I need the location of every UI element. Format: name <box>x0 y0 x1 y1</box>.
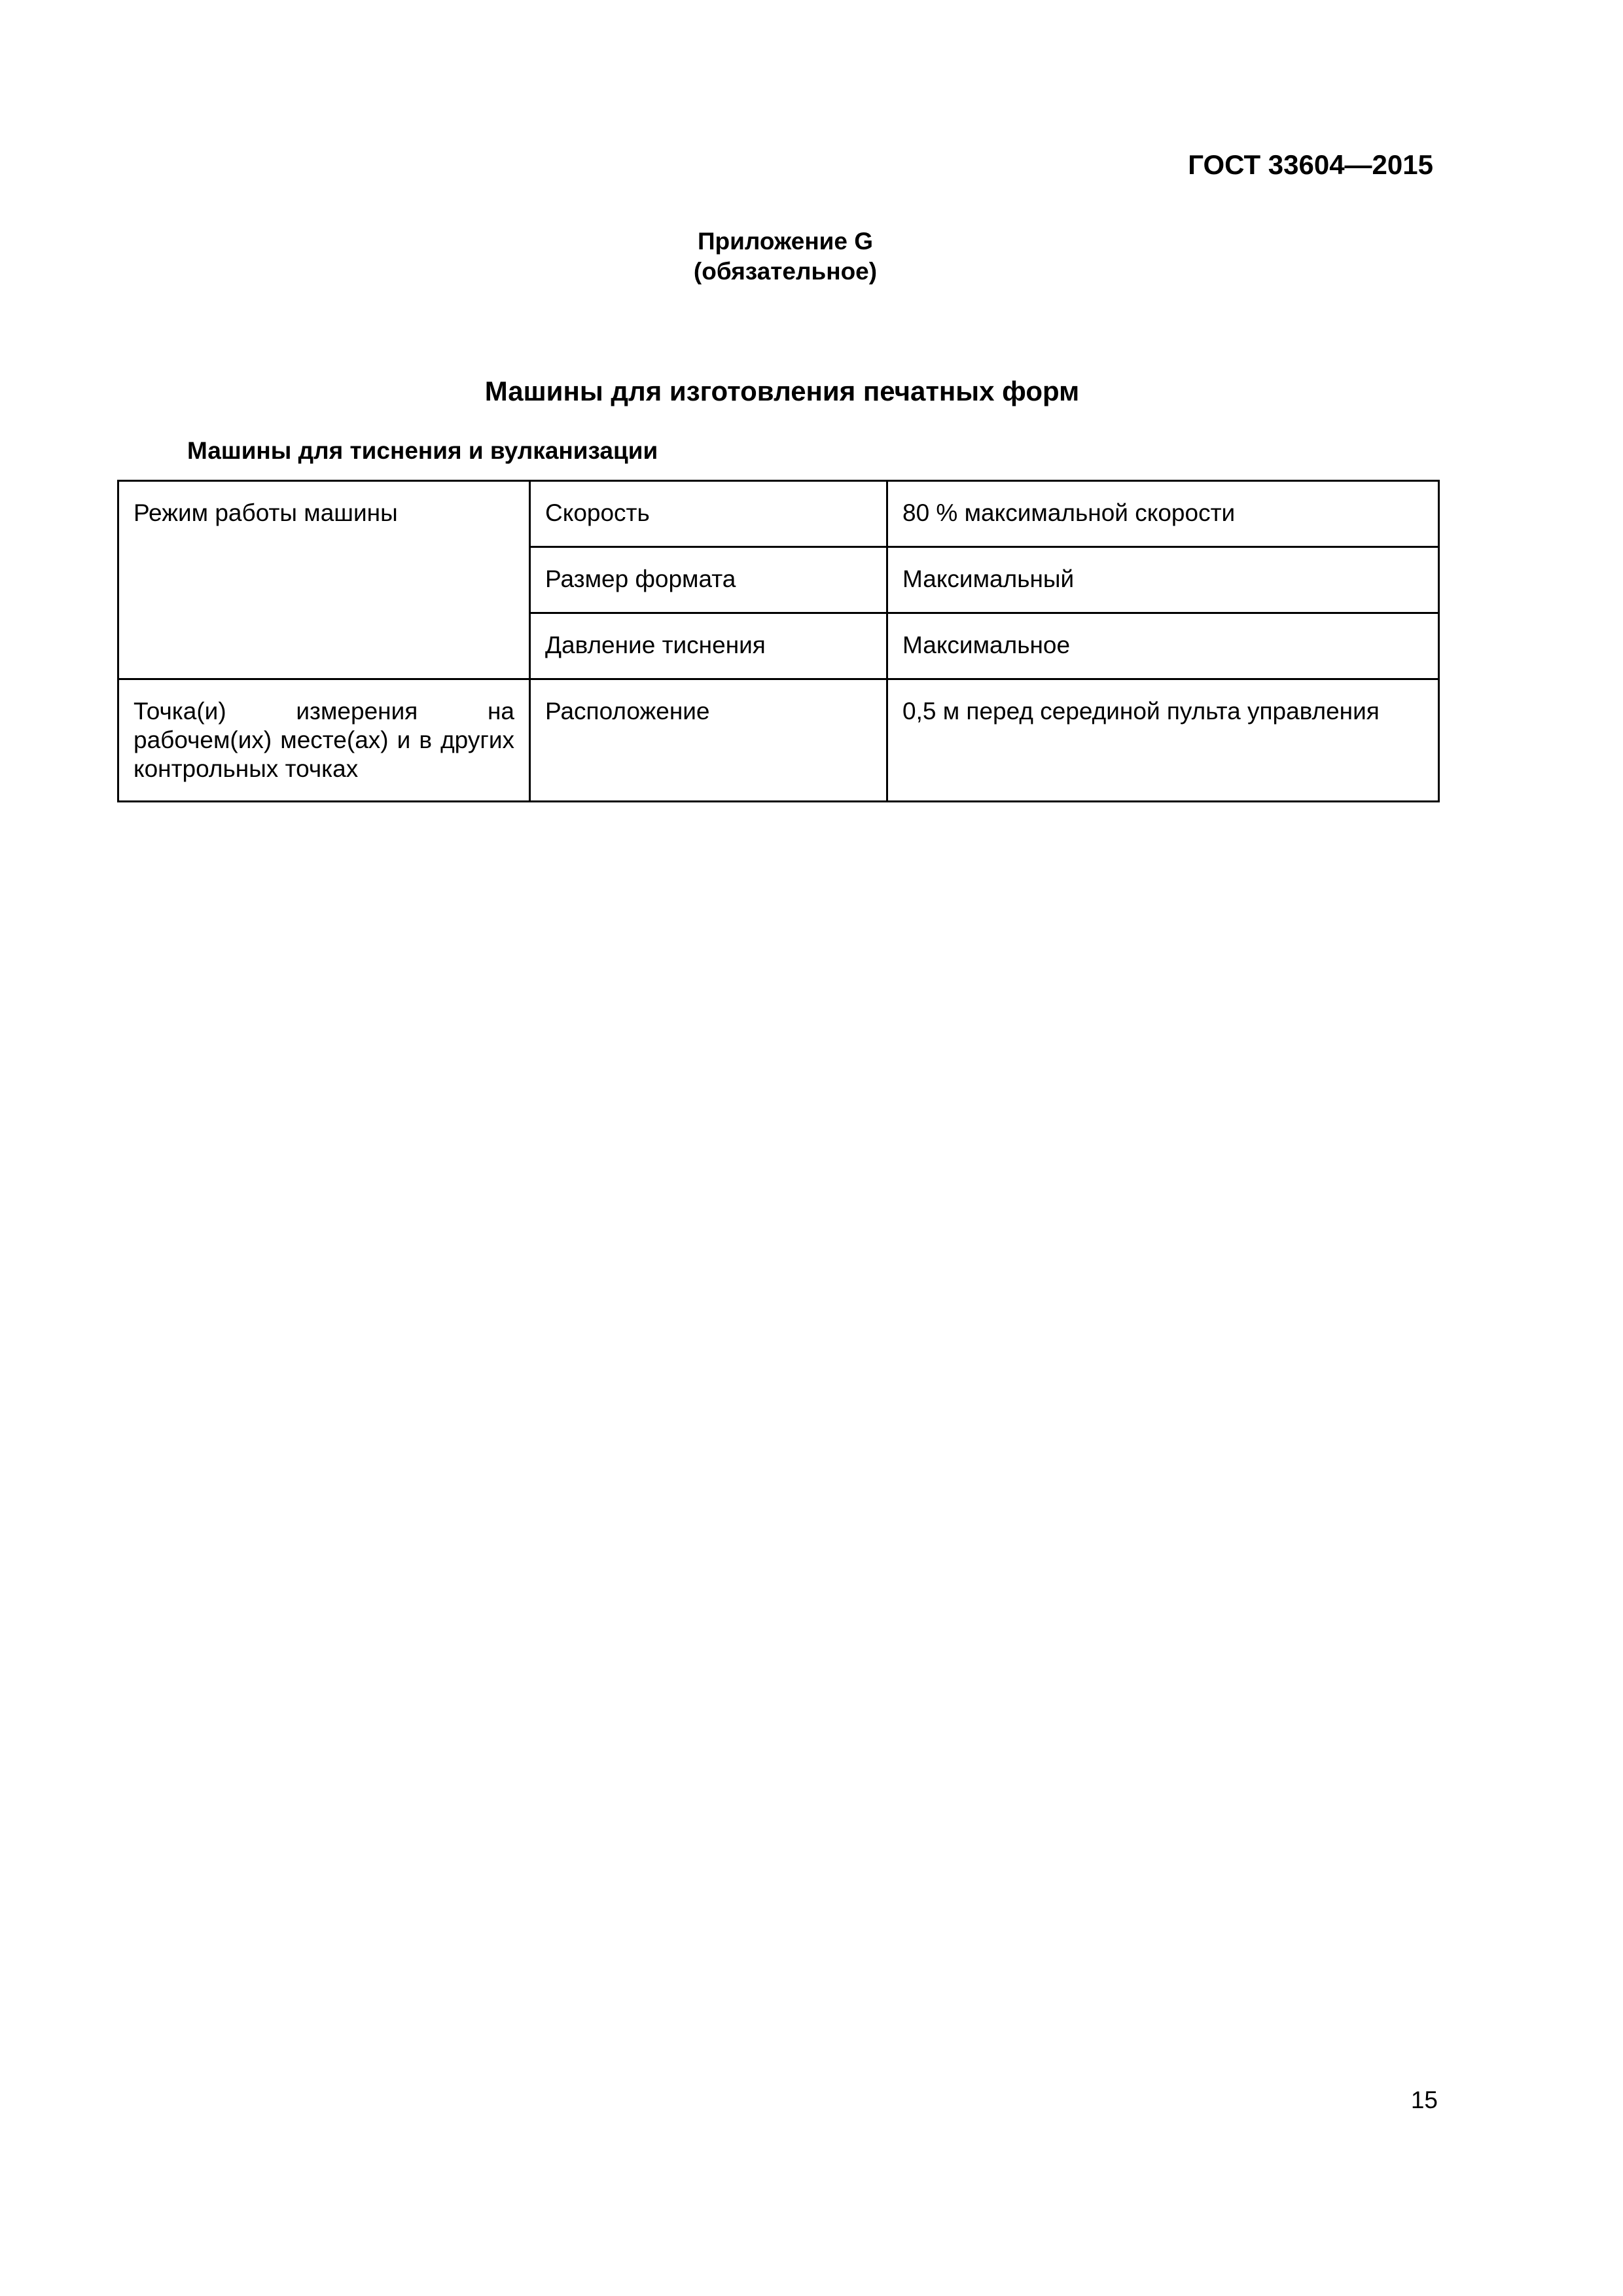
table-cell-measurement-label: Точка(и) измерения на рабочем(их) месте(ах) и в других контрольных точках <box>118 679 530 802</box>
table-cell-mode-label: Режим работы машины <box>118 481 530 679</box>
table-cell-param: Давление тиснения <box>530 613 887 679</box>
section-subtitle: Машины для тиснения и вулканизации <box>187 437 658 464</box>
table-row <box>118 679 1439 802</box>
page-number: 15 <box>1410 2087 1438 2113</box>
table-cell-value: Максимальный <box>887 547 1439 613</box>
appendix-title: Приложение G <box>697 228 874 255</box>
table-cell-value: Максимальное <box>887 613 1439 679</box>
table-cell-param: Скорость <box>530 481 887 547</box>
table-cell-param: Размер формата <box>530 547 887 613</box>
table-cell-value: 0,5 м перед серединой пульта управления <box>887 679 1439 802</box>
table-cell-value: 80 % максимальной скорости <box>887 481 1439 547</box>
document-code: ГОСТ 33604—2015 <box>1188 149 1433 180</box>
table-row <box>118 481 1439 547</box>
section-title: Машины для изготовления печатных форм <box>484 376 1080 406</box>
appendix-type: (обязательное) <box>693 258 878 285</box>
table-cell-param: Расположение <box>530 679 887 802</box>
conditions-table <box>117 480 1440 802</box>
